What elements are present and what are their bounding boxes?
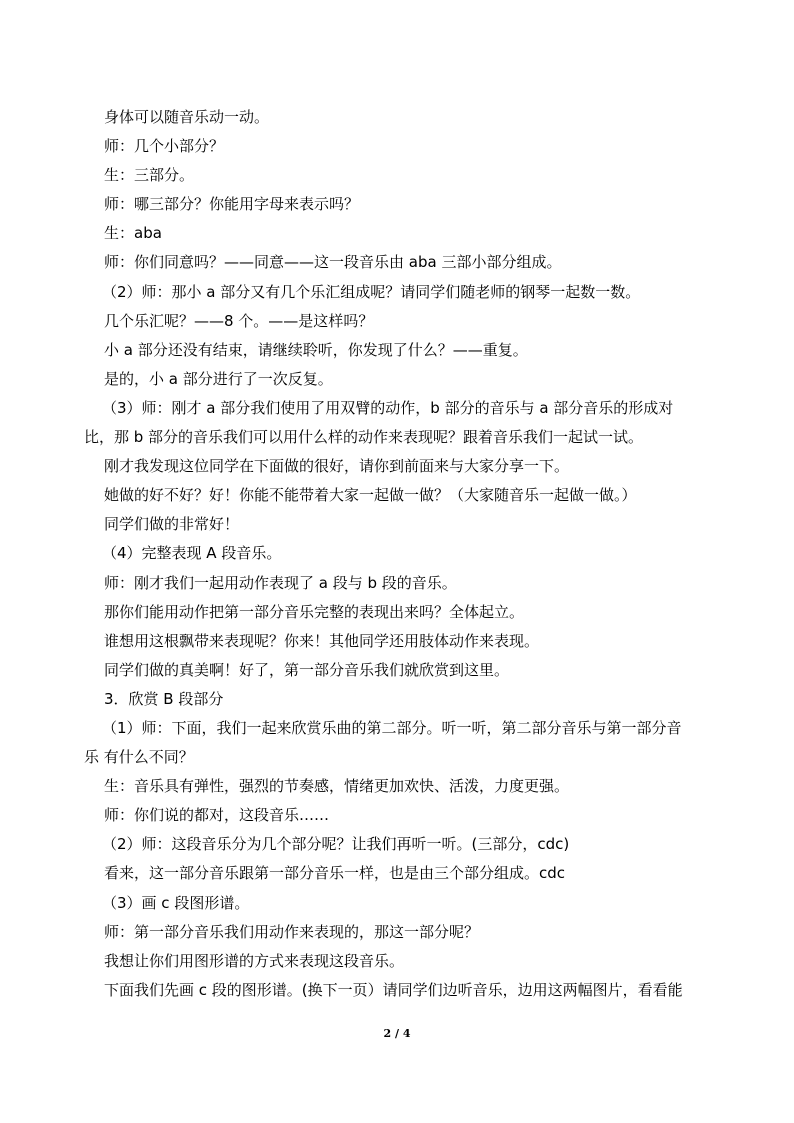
paragraph-line: 她做的好不好？好！你能不能带着大家一起做一做？（大家随音乐一起做一做。） (104, 486, 637, 505)
paragraph-line: 是的，小 a 部分进行了一次反复。 (104, 369, 333, 388)
paragraph-line: 师：哪三部分？你能用字母来表示吗？ (104, 195, 360, 214)
paragraph-line: 生：音乐具有弹性，强烈的节奏感，情绪更加欢快、活泼，力度更强。 (104, 777, 570, 796)
paragraph-line: 乐 有什么不同？ (84, 748, 194, 767)
paragraph-line: 师：刚才我们一起用动作表现了 a 段与 b 段的音乐。 (104, 573, 457, 592)
paragraph-line: 谁想用这根飘带来表现呢？你来！其他同学还用肢体动作来表现。 (104, 631, 540, 650)
section-heading: 3．欣赏 B 段部分 (104, 689, 224, 708)
paragraph-line: 师：你们说的都对，这段音乐…… (104, 806, 330, 825)
document-body (84, 103, 720, 1005)
paragraph-line: 同学们做的真美啊！好了，第一部分音乐我们就欣赏到这里。 (104, 660, 510, 679)
paragraph-line: 比，那 b 部分的音乐我们可以用什么样的动作来表现呢？跟着音乐我们一起试一试。 (84, 428, 644, 447)
paragraph-line: （1）师：下面，我们一起来欣赏乐曲的第二部分。听一听，第二部分音乐与第一部分音 (102, 718, 682, 737)
paragraph-line: 我想让你们用图形谱的方式来表现这段音乐。 (104, 951, 405, 970)
paragraph-line: 刚才我发现这位同学在下面做的很好，请你到前面来与大家分享一下。 (104, 457, 570, 476)
paragraph-line: 看来，这一部分音乐跟第一部分音乐一样，也是由三个部分组成。cdc (104, 864, 566, 883)
paragraph-line: （3）画 c 段图形谱。 (102, 893, 250, 912)
paragraph-line: （4）完整表现 A 段音乐。 (102, 544, 282, 563)
paragraph-line: （2）师：那小 a 部分又有几个乐汇组成呢？请同学们随老师的钢琴一起数一数。 (102, 282, 641, 301)
paragraph-line: 师：几个小部分？ (104, 137, 225, 156)
paragraph-line: 同学们做的非常好！ (104, 515, 240, 534)
paragraph-line: 小 a 部分还没有结束，请继续聆听，你发现了什么？——重复。 (104, 340, 528, 359)
paragraph-line: 那你们能用动作把第一部分音乐完整的表现出来吗？全体起立。 (104, 602, 525, 621)
paragraph-line: 身体可以随音乐动一动。 (104, 108, 270, 126)
paragraph-line: 生：三部分。 (104, 166, 195, 185)
paragraph-line: 下面我们先画 c 段的图形谱。(换下一页）请同学们边听音乐，边用这两幅图片，看看能 (104, 980, 683, 999)
paragraph-line: 师：第一部分音乐我们用动作来表现的，那这一部分呢？ (104, 922, 480, 941)
page-number: 2 / 4 (383, 1027, 411, 1040)
paragraph-line: （3）师：刚才 a 部分我们使用了用双臂的动作，b 部分的音乐与 a 部分音乐的形成对 (102, 398, 674, 417)
paragraph-line: 几个乐汇呢？——8 个。——是这样吗？ (104, 311, 374, 330)
paragraph-line: 师：你们同意吗？——同意——这一段音乐由 aba 三部小部分组成。 (104, 253, 562, 272)
paragraph-line: 生：aba (104, 224, 162, 243)
paragraph-line: （2）师：这段音乐分为几个部分呢？让我们再听一听。(三部分，cdc) (102, 835, 570, 854)
